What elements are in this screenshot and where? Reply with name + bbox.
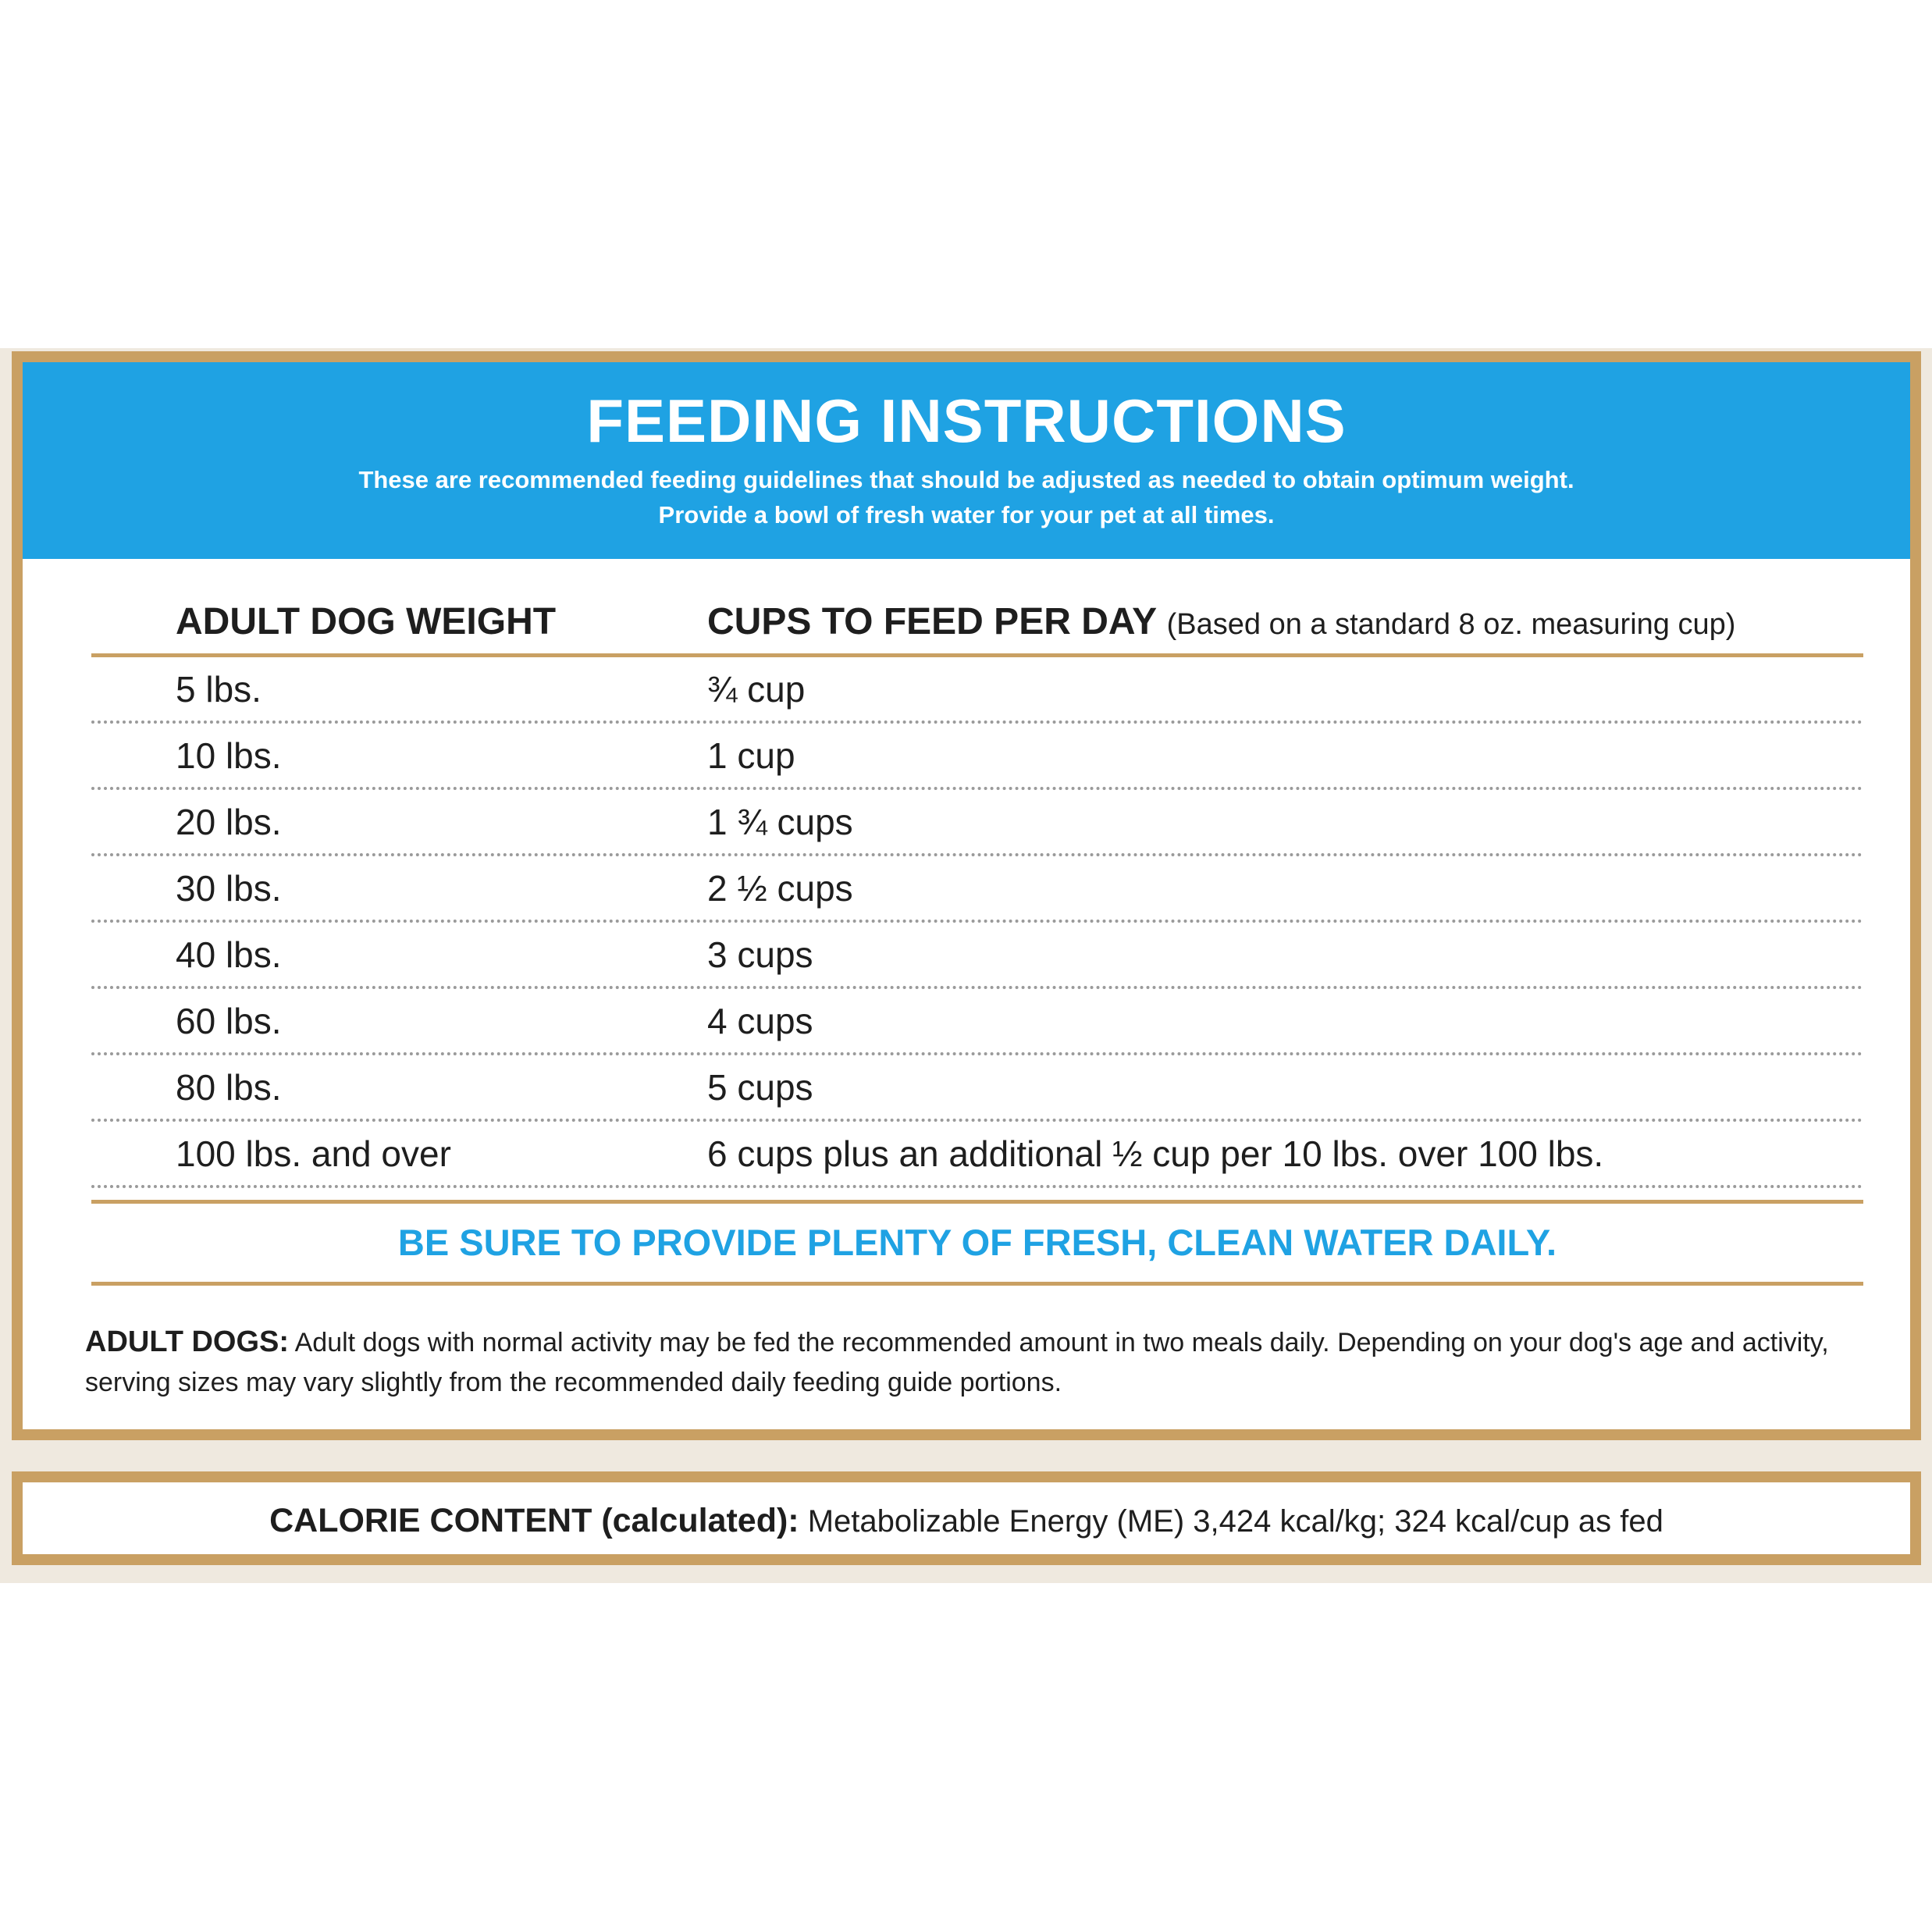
subtitle-line-2: Provide a bowl of fresh water for your pet at all times. (658, 501, 1275, 528)
column-header-cups (707, 600, 1735, 643)
weight-cell: 10 lbs. (176, 735, 282, 776)
table-row (91, 1055, 1863, 1122)
cups-cell: 1 cup (707, 735, 795, 776)
calorie-text: Metabolizable Energy (ME) 3,424 kcal/kg; 324 kcal/cup as fed (807, 1504, 1663, 1539)
cups-cell: 4 cups (707, 1001, 813, 1041)
cups-cell: 3 cups (707, 934, 813, 975)
weight-cell: 100 lbs. and over (176, 1133, 451, 1174)
page-title: FEEDING INSTRUCTIONS (586, 386, 1347, 455)
table-row (91, 989, 1863, 1055)
header-subtitle (23, 462, 1910, 532)
weight-cell: 30 lbs. (176, 868, 282, 909)
cups-cell: 6 cups plus an additional ½ cup per 10 lbs. over 100 lbs. (707, 1133, 1604, 1174)
adult-dogs-label: ADULT DOGS: (85, 1325, 290, 1358)
table-row (91, 724, 1863, 790)
calorie-label: CALORIE CONTENT (calculated): (269, 1502, 799, 1539)
column-header-weight: ADULT DOG WEIGHT (176, 601, 557, 642)
cups-cell: 2 ½ cups (707, 868, 853, 909)
adult-dogs-text: Adult dogs with normal activity may be fed the recommended amount in two meals daily. Depending on your dog's age and activity, serving sizes may vary slightly from the recommended daily feeding guide portions. (85, 1328, 1829, 1397)
table-row (91, 923, 1863, 989)
table-row (91, 856, 1863, 923)
table-row (91, 657, 1863, 724)
cups-cell: ¾ cup (707, 669, 806, 710)
weight-cell: 80 lbs. (176, 1067, 282, 1108)
cups-cell: 1 ¾ cups (707, 802, 853, 842)
adult-dogs-note (85, 1322, 1865, 1403)
table-row (91, 1122, 1863, 1188)
calorie-content-box (12, 1471, 1921, 1565)
divider-bottom (91, 1282, 1863, 1286)
water-notice: BE SURE TO PROVIDE PLENTY OF FRESH, CLEAN WATER DAILY. (397, 1222, 1557, 1263)
weight-cell: 60 lbs. (176, 1001, 282, 1041)
header-banner (23, 362, 1910, 559)
divider-top (91, 1200, 1863, 1204)
table-row (91, 790, 1863, 856)
weight-cell: 20 lbs. (176, 802, 282, 842)
table-header-row (91, 585, 1863, 657)
cups-cell: 5 cups (707, 1067, 813, 1108)
feeding-instructions-card (12, 351, 1921, 1440)
feeding-table (91, 585, 1863, 1188)
weight-cell: 5 lbs. (176, 669, 262, 710)
column-header-cups-label: CUPS TO FEED PER DAY (707, 601, 1157, 642)
subtitle-line-1: These are recommended feeding guidelines that should be adjusted as needed to obtain optimum weight. (358, 466, 1574, 493)
calorie-content (23, 1502, 1910, 1540)
column-header-cups-note: (Based on a standard 8 oz. measuring cup) (1166, 608, 1736, 641)
weight-cell: 40 lbs. (176, 934, 282, 975)
